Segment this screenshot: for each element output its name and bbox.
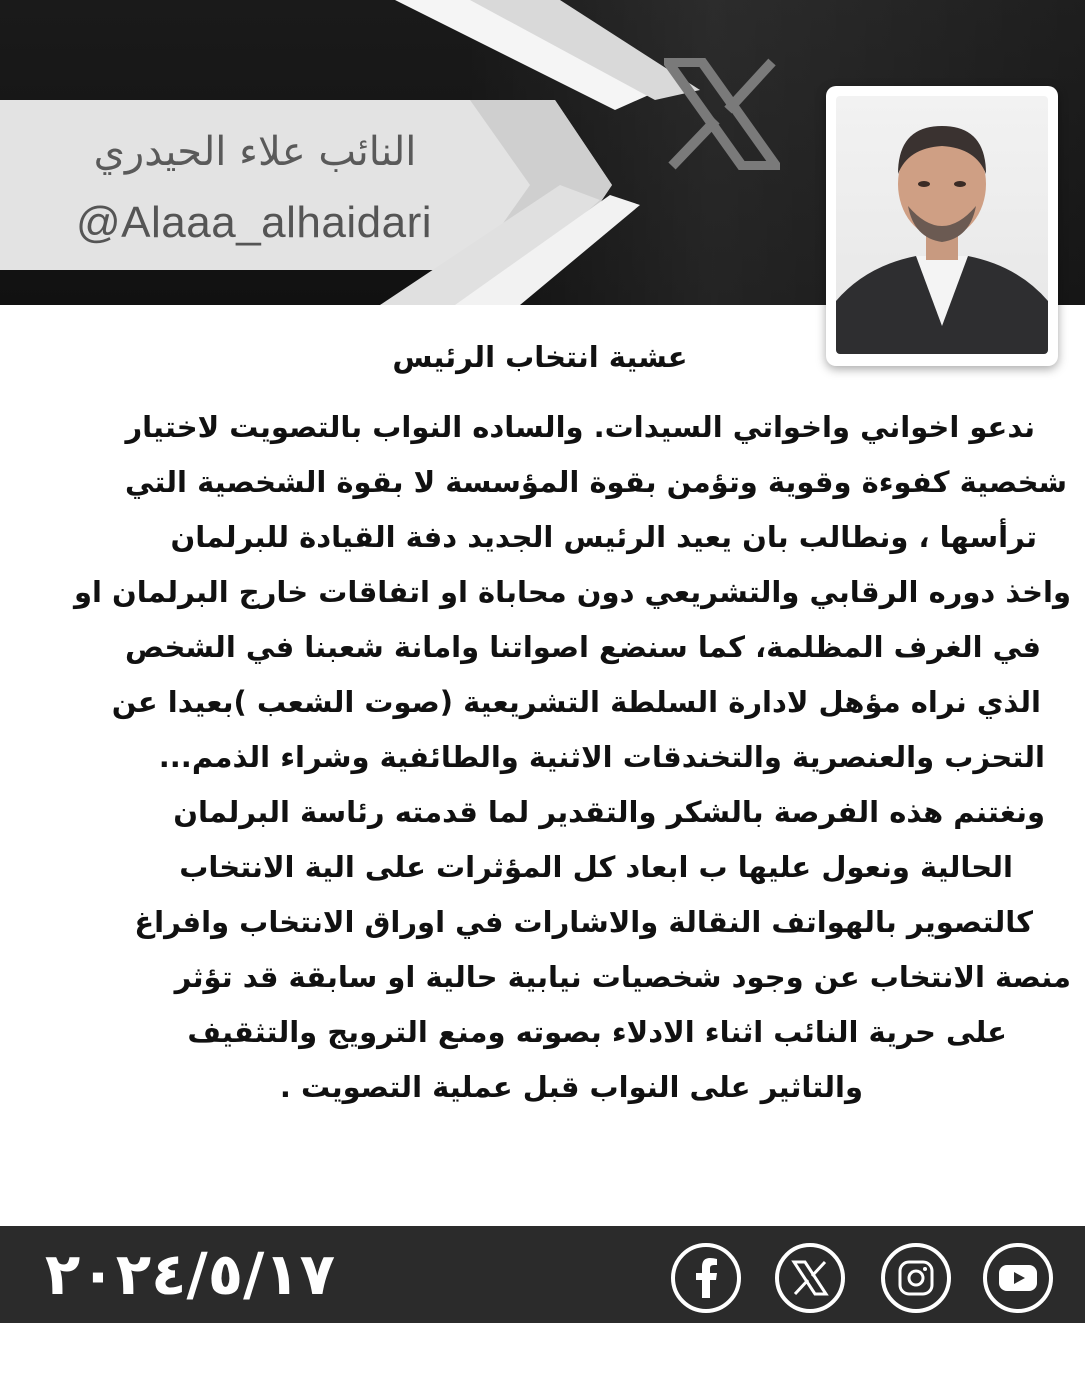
portrait-card [826, 86, 1058, 366]
portrait-photo [836, 96, 1048, 354]
post-line: ندعو اخواني واخواتي السيدات. والساده النواب بالتصويت لاختيار [125, 410, 1035, 444]
x-icon[interactable] [775, 1243, 845, 1313]
post-title: عشية انتخاب الرئيس [392, 340, 688, 374]
post-date: ٢٠٢٤/٥/١٧ [44, 1240, 336, 1308]
post-line: شخصية كفوءة وقوية وتؤمن بقوة المؤسسة لا بقوة الشخصية التي [124, 465, 1067, 499]
post-line: في الغرف المظلمة، كما سنضع اصواتنا وامانة شعبنا في الشخص [124, 630, 1041, 664]
post-line: كالتصوير بالهواتف النقالة والاشارات في اوراق الانتخاب وافراغ [134, 905, 1033, 939]
post-line: والتاثير على النواب قبل عملية التصويت . [279, 1070, 863, 1104]
x-watermark-icon [664, 58, 780, 170]
post-line: واخذ دوره الرقابي والتشريعي دون محاباة او اتفاقات خارج البرلمان او [73, 575, 1071, 609]
post-line: التحزب والعنصرية والتخندقات الاثنية والطائفية وشراء الذمم... [158, 740, 1045, 774]
youtube-icon[interactable] [983, 1243, 1053, 1313]
post-line: ترأسها ، ونطالب بان يعيد الرئيس الجديد دفة القيادة للبرلمان [170, 520, 1037, 554]
post-line: على حرية النائب اثناء الادلاء بصوته ومنع الترويج والتثقيف [187, 1015, 1007, 1049]
post-line: الحالية ونعول عليها ب ابعاد كل المؤثرات على الية الانتخاب [179, 850, 1013, 884]
post-line: ونغتنم هذه الفرصة بالشكر والتقدير لما قدمته رئاسة البرلمان [173, 795, 1045, 829]
instagram-icon[interactable] [881, 1243, 951, 1313]
post-line: منصة الانتخاب عن وجود شخصيات نيابية حالية او سابقة قد تؤثر [174, 960, 1071, 994]
name-calligraphy: النائب علاء الحيدري [93, 129, 417, 175]
facebook-icon[interactable] [671, 1243, 741, 1313]
social-handle: @Alaaa_alhaidari [76, 198, 433, 247]
post-line: الذي نراه مؤهل لادارة السلطة التشريعية (صوت الشعب )بعيدا عن [111, 685, 1041, 719]
